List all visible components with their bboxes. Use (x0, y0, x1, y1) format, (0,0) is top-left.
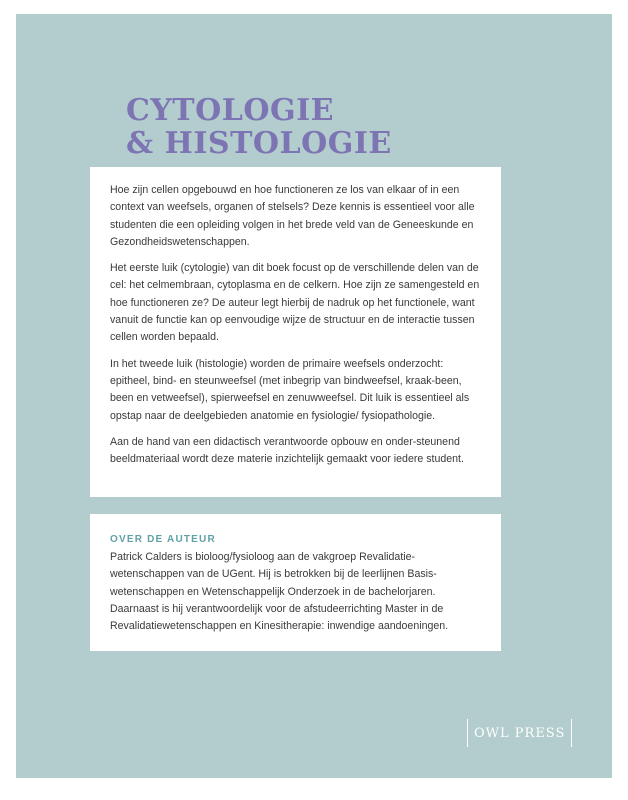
logo-divider-right (571, 719, 572, 747)
description-panel (90, 167, 501, 497)
book-title (126, 94, 392, 160)
author-bio: Patrick Calders is bioloog/fysioloog aan de vakgroep Revalidatie-wetenschappen van de UGent. Hij is betrokken bij de leerlijnen Basis-wetenschappen en Wetenschappelijk Onderzoek in de bachelorjaren. Daarnaast is hij verantwoordelijk voor de afstudeerrichting Master in de Revalidatiewetenschappen en Kinesitherapie: inwendige aandoeningen. (110, 551, 449, 633)
title-line-2: & HISTOLOGIE (126, 126, 392, 161)
title-line-1: CYTOLOGIE (126, 93, 334, 128)
description-paragraph: Aan de hand van een didactisch verantwoorde opbouw en onder-steunend beeldmateriaal wordt deze materie inzichtelijk gemaakt voor iedere student. (110, 435, 464, 466)
author-heading: OVER DE AUTEUR (110, 534, 216, 545)
publisher-logo (467, 719, 572, 747)
description-paragraph: In het tweede luik (histologie) worden de primaire weefsels onderzocht: epitheel, bind- en steunweefsel (met inbegrip van bindweefsel, kraak-been, been en vetweefsel), spierweefsel en zenuwweefsel. Dit luik is essentieel als opstap naar de deelgebieden anatomie en fysiologie/ fysiopathologie. (110, 357, 470, 422)
description-paragraph: Hoe zijn cellen opgebouwd en hoe functioneren ze los van elkaar of in een context van weefsels, organen of stelsels? Deze kennis is essentieel voor alle studenten die een opleiding volgen in het brede veld van de Geneeskunde en Gezondheidswetenschappen. (110, 184, 475, 248)
publisher-logo-text: OWL PRESS (474, 725, 566, 741)
description-paragraph: Het eerste luik (cytologie) van dit boek focust op de verschillende delen van de cel: het celmembraan, cytoplasma en de celkern. Hoe zijn ze samengesteld en hoe functioneren ze? De auteur legt hierbij de nadruk op het functionele, want vanuit de functie kan op eenvoudige wijze de structuur en de interactie tussen cellen worden bepaald. (110, 262, 480, 344)
author-panel (90, 514, 501, 651)
